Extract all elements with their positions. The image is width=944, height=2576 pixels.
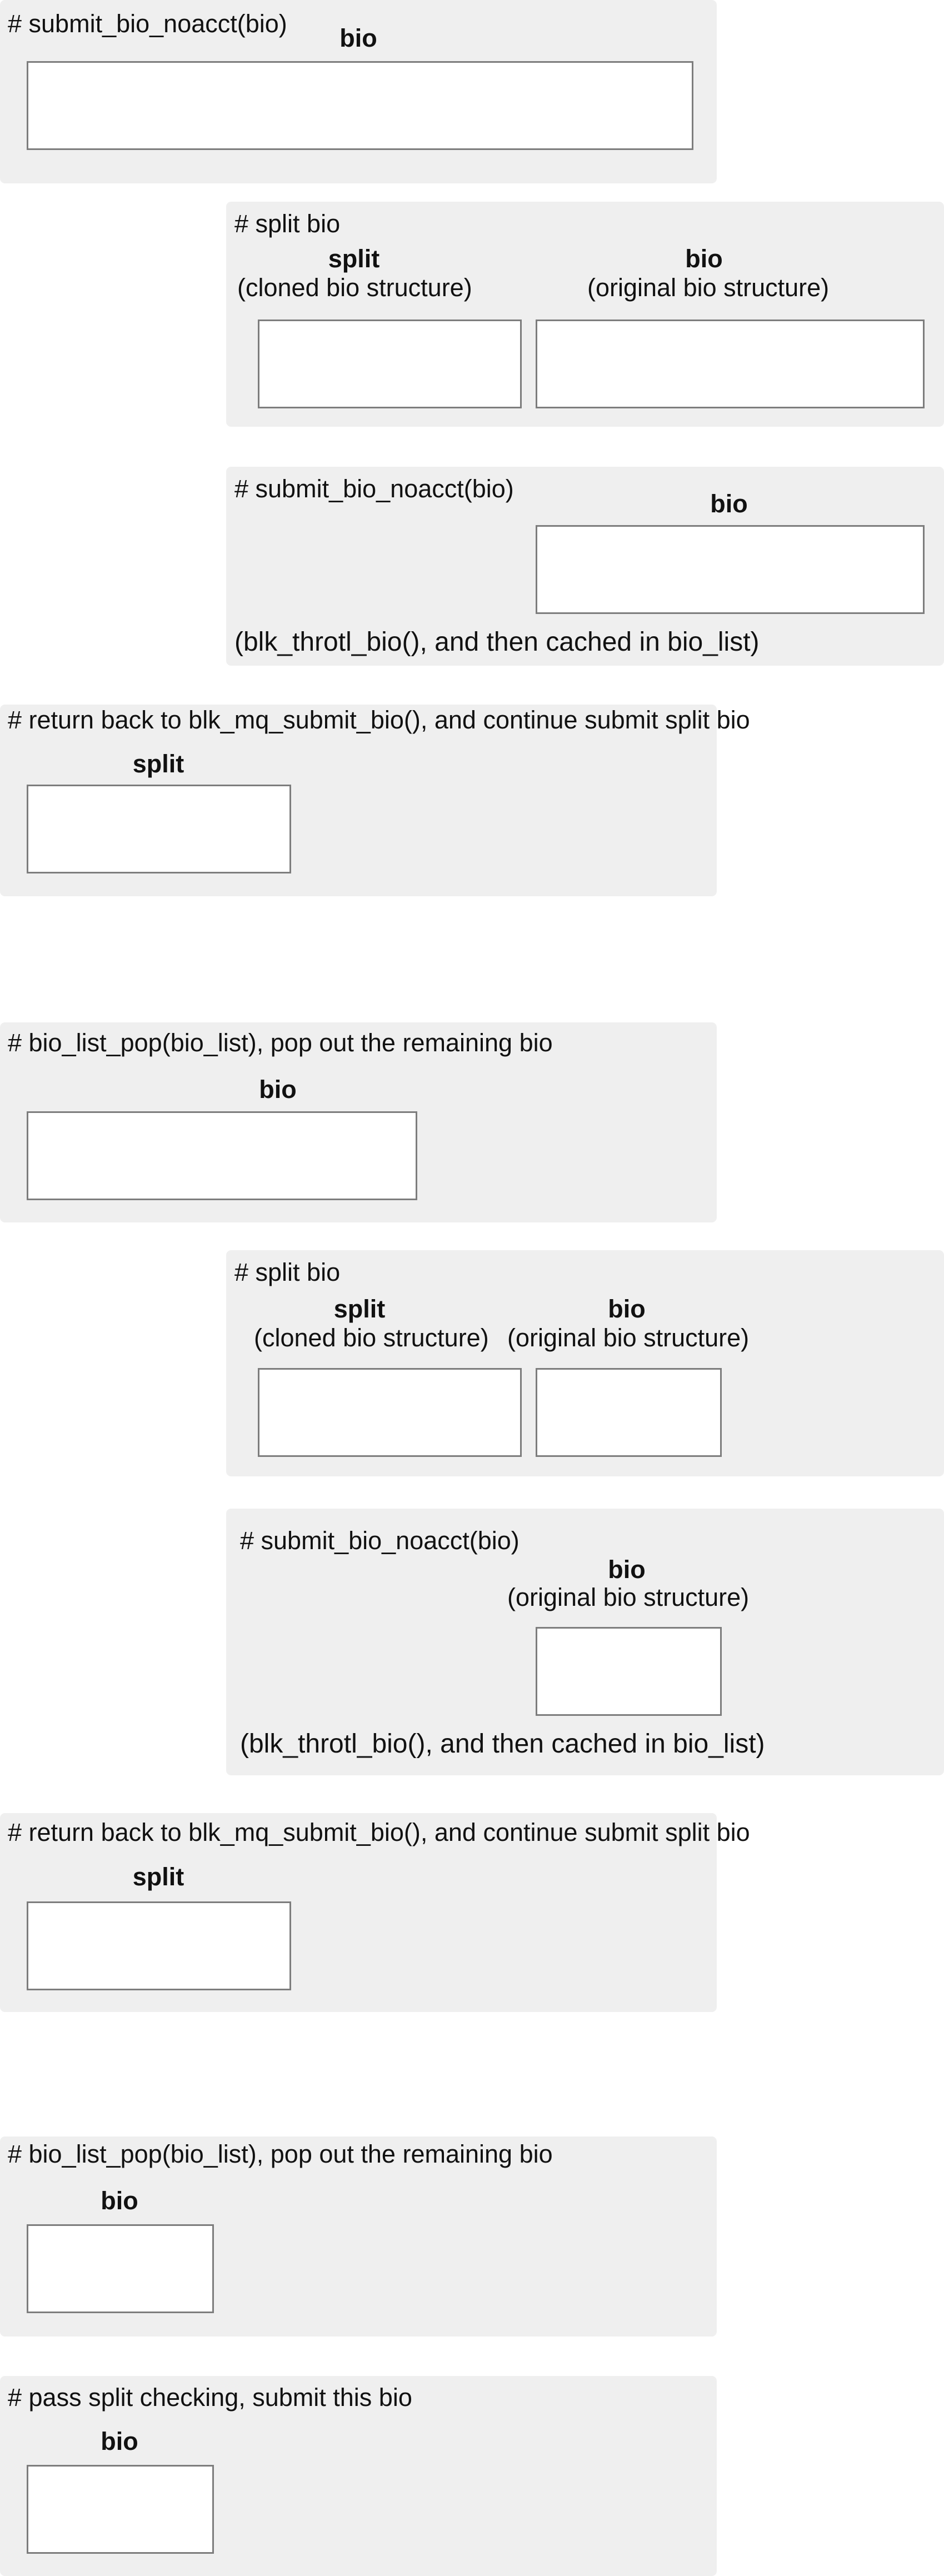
step-heading: # pass split checking, submit this bio bbox=[8, 2383, 412, 2412]
split-label: split bbox=[132, 750, 184, 778]
bio-block bbox=[536, 525, 925, 614]
bio-label: bio bbox=[101, 2186, 138, 2215]
cloned-structure-label: (cloned bio structure) bbox=[237, 273, 472, 302]
split-label: split bbox=[328, 244, 380, 273]
bio-block bbox=[27, 1111, 417, 1200]
split-block bbox=[27, 785, 291, 873]
step-heading: # submit_bio_noacct(bio) bbox=[240, 1526, 520, 1555]
step-8-panel bbox=[0, 1813, 750, 2012]
bio-label: bio bbox=[608, 1555, 646, 1584]
throttle-note: (blk_throtl_bio(), and then cached in bio_list) bbox=[240, 1729, 765, 1759]
split-label: split bbox=[333, 1295, 386, 1323]
bio-label: bio bbox=[101, 2427, 138, 2455]
bio-label: bio bbox=[339, 24, 377, 52]
bio-block bbox=[27, 2224, 214, 2313]
step-1-panel bbox=[0, 0, 717, 183]
step-heading: # return back to blk_mq_submit_bio(), and continue submit split bio bbox=[8, 1818, 750, 1846]
split-label: split bbox=[132, 1863, 184, 1891]
step-3-panel bbox=[226, 467, 944, 666]
bio-block bbox=[27, 61, 693, 150]
original-structure-label: (original bio structure) bbox=[587, 273, 830, 302]
step-heading: # return back to blk_mq_submit_bio(), and continue submit split bio bbox=[8, 706, 750, 734]
bio-label: bio bbox=[608, 1295, 646, 1323]
original-structure-label: (original bio structure) bbox=[507, 1583, 750, 1611]
throttle-note: (blk_throtl_bio(), and then cached in bio_list) bbox=[234, 627, 760, 657]
step-4-panel bbox=[0, 705, 750, 896]
step-6-panel bbox=[226, 1250, 944, 1476]
bio-block bbox=[27, 2465, 214, 2554]
step-2-panel bbox=[226, 202, 944, 427]
step-heading: # bio_list_pop(bio_list), pop out the remaining bio bbox=[8, 2140, 553, 2168]
step-7-panel bbox=[226, 1509, 944, 1775]
cloned-structure-label: (cloned bio structure) bbox=[254, 1324, 489, 1352]
bio-label: bio bbox=[710, 490, 748, 518]
step-heading: # bio_list_pop(bio_list), pop out the remaining bio bbox=[8, 1029, 553, 1057]
split-block bbox=[27, 1901, 291, 1990]
bio-label: bio bbox=[685, 244, 723, 273]
step-5-panel bbox=[0, 1022, 717, 1222]
split-block bbox=[258, 319, 522, 408]
original-structure-label: (original bio structure) bbox=[507, 1324, 750, 1352]
bio-block bbox=[536, 319, 925, 408]
bio-label: bio bbox=[259, 1075, 297, 1104]
step-heading: # split bio bbox=[234, 209, 341, 238]
step-heading: # submit_bio_noacct(bio) bbox=[234, 475, 514, 503]
step-9-panel bbox=[0, 2136, 717, 2337]
step-heading: # submit_bio_noacct(bio) bbox=[8, 9, 287, 38]
step-10-panel bbox=[0, 2376, 717, 2576]
bio-block bbox=[536, 1627, 722, 1716]
step-heading: # split bio bbox=[234, 1258, 341, 1286]
split-block bbox=[258, 1368, 522, 1457]
bio-block bbox=[536, 1368, 722, 1457]
